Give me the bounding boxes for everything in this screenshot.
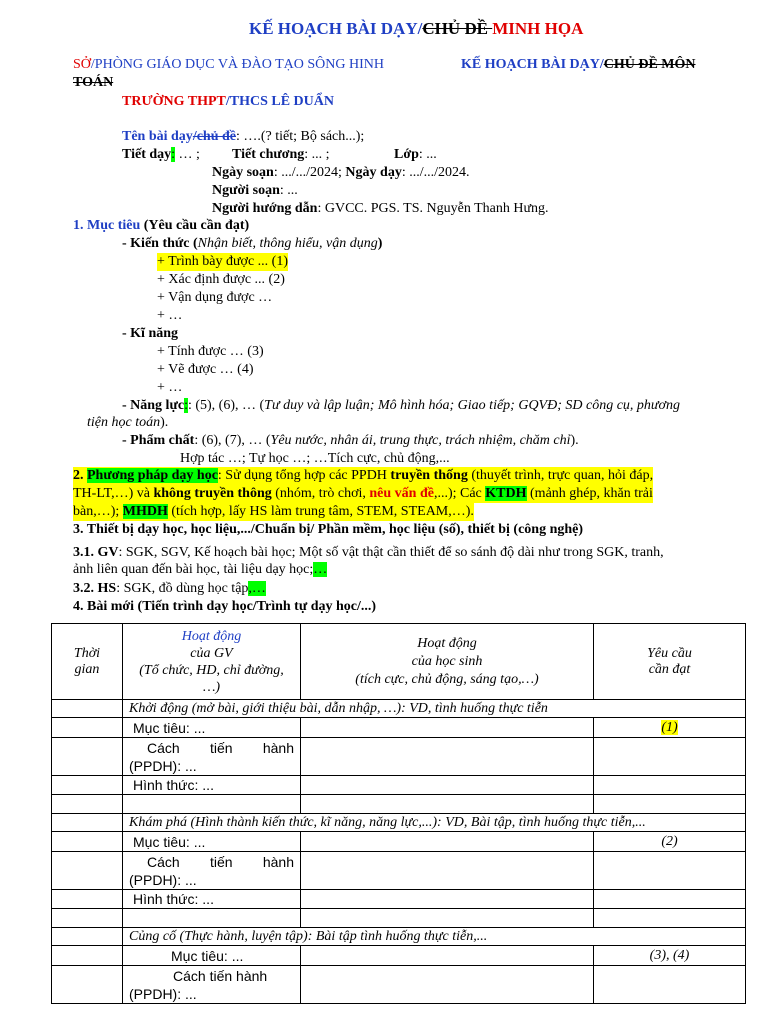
- table-row: [52, 700, 746, 718]
- requirement-cell: [594, 909, 746, 928]
- subject-name: TOÁN: [73, 75, 114, 90]
- title-part-3: MINH HỌA: [492, 19, 584, 38]
- student-cell: [301, 852, 594, 890]
- teacher-cell: [123, 909, 301, 928]
- knowledge-item-4: + …: [157, 308, 183, 323]
- skills-heading: - Kĩ năng: [122, 326, 179, 341]
- table-row: [52, 795, 746, 814]
- ngay-day-label: Ngày dạy: [345, 165, 402, 180]
- requirement-cell: (3), (4): [594, 946, 746, 966]
- requirement-cell: [594, 852, 746, 890]
- student-cell: [301, 946, 594, 966]
- time-cell: [52, 832, 123, 852]
- section-3-heading: 3. Thiết bị dạy học, học liệu,.../Chuẩn bị/ Phần mềm, học liệu (số), thiết bị (công nghệ): [73, 522, 584, 537]
- competency-end: ).: [160, 415, 169, 430]
- knowledge-item-1: + Trình bày được ... (1): [157, 254, 288, 269]
- author-value: : ...: [279, 183, 298, 198]
- teacher-materials-2: [73, 561, 327, 579]
- methods-line-1: [73, 467, 653, 485]
- section-1-heading: [73, 217, 249, 235]
- tiet-chuong-value: : ... ;: [304, 147, 330, 162]
- tiet-chuong-label: Tiết chương: [232, 147, 305, 162]
- student-cell: [301, 795, 594, 814]
- knowledge-close: ): [377, 236, 383, 251]
- phong-name: /PHÒNG GIÁO DỤC VÀ ĐÀO TẠO SÔNG HINH: [90, 57, 385, 72]
- student-text: : SGK, đồ dùng học tập: [116, 581, 249, 596]
- time-cell: [52, 909, 123, 928]
- form-cell: Hình thức: ...: [123, 890, 301, 909]
- lop-line: [394, 146, 437, 164]
- time-cell: [52, 700, 123, 718]
- header-right-title: [461, 56, 696, 74]
- knowledge-item-3: + Vận dụng được …: [157, 290, 273, 305]
- tiet-chuong-line: [232, 146, 330, 164]
- objective-cell: Mục tiêu: ...: [123, 718, 301, 738]
- methods-traditional: truyền thống: [390, 468, 468, 483]
- time-cell: [52, 890, 123, 909]
- knowledge-heading: [122, 235, 382, 253]
- requirement-cell: [594, 776, 746, 795]
- knowledge-label: - Kiến thức (: [122, 236, 198, 251]
- requirement-cell: [594, 795, 746, 814]
- tiet-day-value: … ;: [175, 147, 200, 162]
- student-tail: ,…: [248, 581, 266, 596]
- knowledge-item-2: + Xác định được ... (2): [157, 272, 285, 287]
- teacher-tail: …: [313, 562, 328, 577]
- header-student-activity: Hoạt động của học sinh (tích cực, chủ động, sáng tạo,…): [301, 624, 594, 700]
- student-cell: [301, 776, 594, 795]
- student-cell: [301, 890, 594, 909]
- methods-problem: nêu vấn đề: [369, 486, 434, 501]
- methods-t11: bàn,…);: [73, 504, 123, 519]
- time-cell: [52, 776, 123, 795]
- requirement-cell: [594, 890, 746, 909]
- table-row: [52, 909, 746, 928]
- so-prefix: SỞ: [73, 57, 91, 72]
- skill-item-2: + Vẽ được … (4): [157, 362, 254, 377]
- ngay-soan-value: : .../.../2024;: [273, 165, 346, 180]
- objective-cell: Mục tiêu: ...: [123, 946, 301, 966]
- lesson-name-label: Tên bài dạy: [122, 129, 193, 144]
- lesson-name-value: : ….(? tiết; Bộ sách...);: [236, 129, 365, 144]
- skill-item-1: + Tính được … (3): [157, 344, 264, 359]
- lesson-plan-table: [51, 623, 746, 1004]
- cooperation-line: Hợp tác …; Tự học …; …Tích cực, chủ động,...: [180, 451, 450, 466]
- qualities-label: - Phẩm chất: [122, 433, 195, 448]
- methods-t4: TH-LT,…) và: [73, 486, 154, 501]
- table-row: [52, 832, 746, 852]
- teacher-text-2: ảnh liên quan đến bài học, tài liệu dạy học;: [73, 562, 314, 577]
- methods-nontraditional: không truyền thông: [153, 486, 272, 501]
- header-time: Thời gian: [52, 624, 123, 700]
- competency-list-2: tiện học toán: [87, 415, 161, 430]
- section-khoi-dong: Khởi động (mở bài, giới thiệu bài, dẫn nhập, …): VD, tình huống thực tiễn: [123, 700, 746, 718]
- objectives-label: 1. Mục tiêu: [73, 218, 141, 233]
- table-row: [52, 776, 746, 795]
- time-cell: [52, 814, 123, 832]
- teacher-text: : SGK, SGV, Kế hoạch bài học; Một số vật thật cần thiết để so sánh độ dài như trong SGK, tranh,: [118, 545, 664, 560]
- author-label: Người soạn: [212, 183, 280, 198]
- student-cell: [301, 966, 594, 1004]
- lesson-name-line: [122, 128, 364, 146]
- lop-label: Lớp: [394, 147, 419, 162]
- topic-label: /chủ đề: [192, 129, 236, 144]
- school-a: TRƯỜNG THPT: [122, 94, 226, 109]
- knowledge-levels: Nhận biết, thông hiểu, vận dụng: [197, 236, 378, 251]
- title-part-2: CHỦ ĐỀ: [422, 19, 493, 38]
- table-row: [52, 928, 746, 946]
- time-cell: [52, 718, 123, 738]
- time-cell: [52, 946, 123, 966]
- qualities-end: ).: [570, 433, 579, 448]
- methods-t10: (mảnh ghép, khăn trải: [526, 486, 653, 501]
- table-row: [52, 890, 746, 909]
- methods-line-3: [73, 503, 474, 521]
- table-row: [52, 718, 746, 738]
- methods-label: Phương pháp dạy học: [87, 468, 218, 483]
- objectives-sub: (Yêu cầu cần đạt): [140, 218, 250, 233]
- methods-num: 2.: [73, 468, 87, 483]
- student-materials: [73, 580, 266, 598]
- advisor-line: [212, 200, 549, 218]
- methods-t6: (nhóm, trò chơi,: [271, 486, 370, 501]
- ngay-day-value: : .../.../2024.: [401, 165, 470, 180]
- requirement-cell: [594, 966, 746, 1004]
- requirement-cell: [594, 738, 746, 776]
- methods-mhdh: MHDH: [122, 504, 168, 519]
- methods-line-2: [73, 485, 653, 503]
- page-title: [249, 20, 583, 38]
- table-row: [52, 814, 746, 832]
- time-cell: [52, 738, 123, 776]
- methods-t8: ,...); Các: [433, 486, 486, 501]
- qualities-list: Yêu nước, nhân ái, trung thực, trách nhiệm, chăm chỉ: [270, 433, 571, 448]
- objective-cell: Mục tiêu: ...: [123, 832, 301, 852]
- header-requirements: Yêu cầu cần đạt: [594, 624, 746, 700]
- teacher-cell: [123, 795, 301, 814]
- school-b: /THCS LÊ DUẨN: [225, 94, 334, 109]
- right-title-a: KẾ HOẠCH BÀI DẠY/: [461, 57, 604, 72]
- department-line: [73, 56, 384, 74]
- lop-value: : ...: [418, 147, 437, 162]
- student-cell: [301, 832, 594, 852]
- tiet-day-label: Tiết dạy: [122, 147, 172, 162]
- requirement-cell: (2): [594, 832, 746, 852]
- methods-t13: (tích hợp, lấy HS làm trung tâm, STEM, STEAM,…).: [167, 504, 474, 519]
- school-name: [122, 93, 334, 111]
- author-line: [212, 182, 298, 200]
- time-cell: [52, 928, 123, 946]
- right-title-b: CHỦ ĐỀ MÔN: [603, 57, 696, 72]
- teacher-materials: [73, 544, 664, 562]
- procedure-cell: Cách tiến hành (PPDH): ...: [123, 966, 301, 1004]
- student-label: 3.2. HS: [73, 581, 117, 596]
- table-row: [52, 852, 746, 890]
- advisor-value: : GVCC. PGS. TS. Nguyễn Thanh Hưng.: [317, 201, 549, 216]
- time-cell: [52, 966, 123, 1004]
- qualities-line: [122, 432, 579, 450]
- procedure-cell: Cách tiến hành (PPDH): ...: [123, 852, 301, 890]
- section-4-heading: 4. Bài mới (Tiến trình dạy học/Trình tự dạy học/...): [73, 599, 377, 614]
- requirement-cell: (1): [594, 718, 746, 738]
- student-cell: [301, 738, 594, 776]
- student-cell: [301, 718, 594, 738]
- methods-ktdh: KTDH: [485, 486, 527, 501]
- advisor-label: Người hướng dẫn: [212, 201, 318, 216]
- form-cell: Hình thức: ...: [123, 776, 301, 795]
- ngay-soan-label: Ngày soạn: [212, 165, 274, 180]
- section-cung-co: Củng cố (Thực hành, luyện tập): Bài tập tình huống thực tiễn,...: [123, 928, 746, 946]
- competency-refs: : (5), (6), … (: [187, 398, 265, 413]
- section-kham-pha: Khám phá (Hình thành kiến thức, kĩ năng, năng lực,...): VD, Bài tập, tình huống thực tiễn,...: [123, 814, 746, 832]
- table-row: [52, 946, 746, 966]
- competency-line: - Năng lực:: (5), (6), … (Tư duy và lập luận; Mô hình hóa; Giao tiếp; GQVĐ; SD công cụ, phương: [122, 398, 681, 413]
- competency-label: - Năng lực: [122, 398, 185, 413]
- time-cell: [52, 852, 123, 890]
- table-row: [52, 738, 746, 776]
- skill-item-3: + …: [157, 380, 183, 395]
- competency-list: Tư duy và lập luận; Mô hình hóa; Giao tiếp; GQVĐ; SD công cụ, phương: [264, 398, 681, 413]
- tiet-day-line: Tiết dạy: … ;: [122, 147, 200, 162]
- table-row: [52, 966, 746, 1004]
- methods-t1: : Sử dụng tổng hợp các PPDH: [217, 468, 391, 483]
- header-teacher-activity: Hoạt động của GV (Tổ chức, HD, chỉ đường, …): [123, 624, 301, 700]
- teacher-label: 3.1. GV: [73, 545, 119, 560]
- qualities-refs: : (6), (7), … (: [194, 433, 271, 448]
- competency-line-2: [87, 414, 168, 432]
- methods-t3: (thuyết trình, trực quan, hỏi đáp,: [467, 468, 654, 483]
- time-cell: [52, 795, 123, 814]
- procedure-cell: Cách tiến hành (PPDH): ...: [123, 738, 301, 776]
- student-cell: [301, 909, 594, 928]
- title-part-1: KẾ HOẠCH BÀI DẠY/: [249, 19, 423, 38]
- dates-line: [212, 164, 470, 182]
- table-header-row: [52, 624, 746, 700]
